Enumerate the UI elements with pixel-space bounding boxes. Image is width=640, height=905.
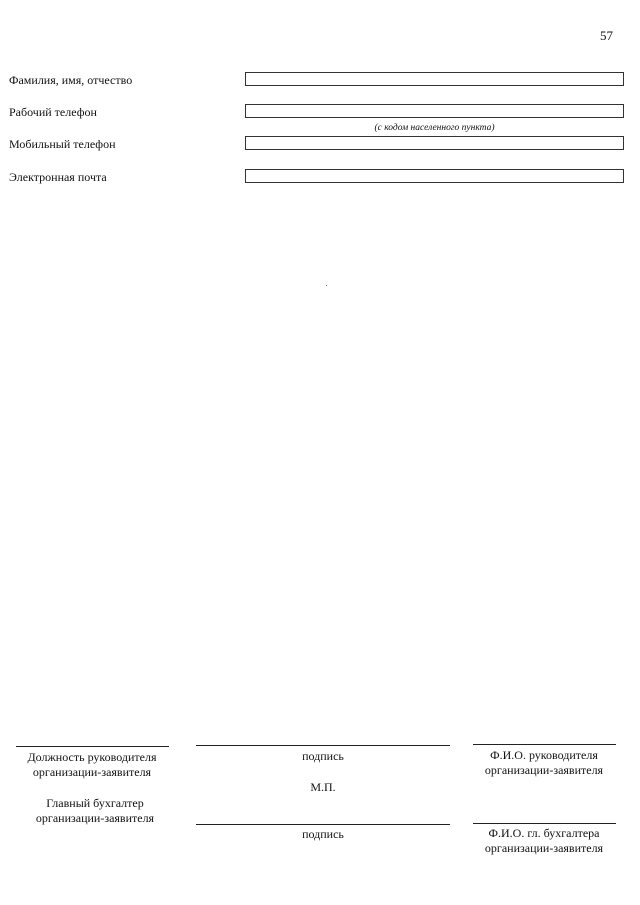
accountant-name-line2: организации-заявителя	[484, 841, 604, 855]
accountant-name-line1: Ф.И.О. гл. бухгалтера	[488, 826, 600, 840]
email-label: Электронная почта	[9, 170, 107, 184]
mobile-phone-label: Мобильный телефон	[9, 137, 116, 151]
head-name-caption	[464, 748, 624, 778]
work-phone-hint: (с кодом населенного пункта)	[374, 123, 495, 133]
email-field[interactable]	[245, 169, 624, 183]
head-signature-caption: подпись	[302, 749, 344, 763]
accountant-signature-caption: подпись	[302, 827, 344, 841]
chief-accountant-line2: организации-заявителя	[35, 811, 155, 825]
seal-label: М.П.	[310, 780, 336, 794]
work-phone-field[interactable]	[245, 104, 624, 118]
head-name-line2: организации-заявителя	[484, 763, 604, 777]
head-name-line1: Ф.И.О. руководителя	[490, 748, 598, 762]
accountant-signature-line[interactable]	[196, 824, 450, 825]
head-position-line1: Должность руководителя	[27, 750, 157, 764]
page-number: 57	[600, 28, 613, 43]
work-phone-label: Рабочий телефон	[9, 105, 97, 119]
accountant-name-caption	[464, 826, 624, 856]
chief-accountant-caption	[0, 796, 190, 826]
head-position-caption	[0, 750, 184, 780]
head-position-line	[16, 746, 169, 747]
full-name-field[interactable]	[245, 72, 624, 86]
head-position-line2: организации-заявителя	[32, 765, 152, 779]
full-name-label: Фамилия, имя, отчество	[9, 73, 133, 87]
chief-accountant-line1: Главный бухгалтер	[46, 796, 144, 810]
accountant-name-line[interactable]	[473, 823, 616, 824]
head-signature-line[interactable]	[196, 745, 450, 746]
mobile-phone-field[interactable]	[245, 136, 624, 150]
stray-dot	[326, 285, 327, 286]
head-name-line[interactable]	[473, 744, 616, 745]
